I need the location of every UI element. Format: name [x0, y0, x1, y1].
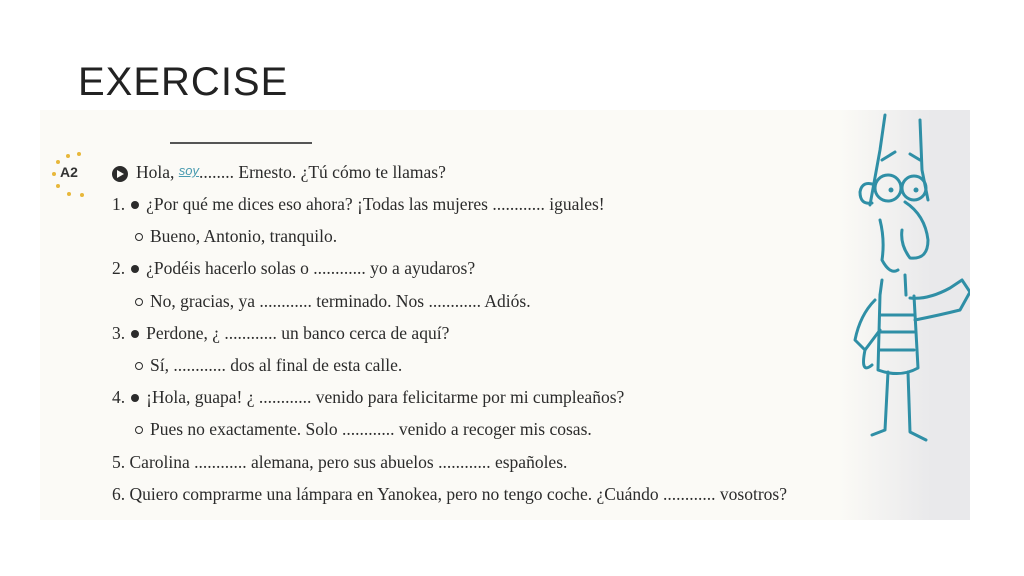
filled-bullet-icon [131, 330, 139, 338]
open-bullet-icon [135, 233, 143, 241]
exercise-line [112, 258, 475, 279]
item-number: 2. [112, 258, 126, 279]
item-text: Carolina ............ alemana, pero sus abuelos ............ españoles. [129, 451, 568, 472]
exercise-line [112, 194, 605, 215]
exercise-line [112, 323, 449, 344]
item-text: ¡Hola, guapa! ¿ ............ venido para felicitarme por mi cumpleaños? [146, 387, 625, 408]
item-number: 3. [112, 322, 126, 343]
item-text: ¿Podéis hacerlo solas o ............ yo a ayudaros? [146, 258, 476, 279]
item-text: ¿Por qué me dices eso ahora? ¡Todas las mujeres ............ iguales! [146, 194, 605, 214]
cartoon-man-stop-gesture [810, 110, 970, 520]
exercise-line [112, 484, 787, 505]
exercise-line [135, 226, 337, 247]
item-number: 6. [112, 483, 126, 504]
open-bullet-icon [135, 426, 143, 434]
intro-before: Hola, [136, 162, 179, 182]
exercise-line [135, 355, 402, 376]
filled-bullet-icon [131, 394, 139, 402]
filled-bullet-icon [131, 265, 139, 273]
item-text: No, gracias, ya ............ terminado. Nos ............ Adiós. [150, 290, 531, 311]
item-number: 4. [112, 387, 126, 408]
exercise-line [112, 452, 567, 473]
section-divider [170, 142, 312, 144]
item-number: 5. [112, 451, 126, 472]
exercise-line [135, 291, 531, 312]
item-text: Perdone, ¿ ............ un banco cerca de aquí? [146, 322, 450, 343]
exercise-line [135, 419, 592, 440]
exercise-badge: A2 [60, 164, 78, 180]
filled-bullet-icon [131, 201, 139, 209]
exercise-scan [40, 110, 970, 520]
item-text: Quiero comprarme una lámpara en Yanokea, pero no tengo coche. ¿Cuándo ............ vosotros? [129, 483, 788, 504]
item-number: 1. [112, 194, 126, 214]
item-text: Sí, ............ dos al final de esta calle. [150, 355, 403, 375]
item-text: Pues no exactamente. Solo ............ venido a recoger mis cosas. [150, 419, 592, 440]
arrow-right-icon [112, 166, 128, 182]
open-bullet-icon [135, 362, 143, 370]
item-text: Bueno, Antonio, tranquilo. [150, 226, 338, 247]
intro-line [112, 162, 446, 183]
open-bullet-icon [135, 298, 143, 306]
exercise-line [112, 387, 624, 408]
handwritten-answer: soy [178, 163, 200, 178]
slide-title: EXERCISE [78, 60, 289, 104]
intro-after: ........ Ernesto. ¿Tú cómo te llamas? [199, 162, 446, 182]
